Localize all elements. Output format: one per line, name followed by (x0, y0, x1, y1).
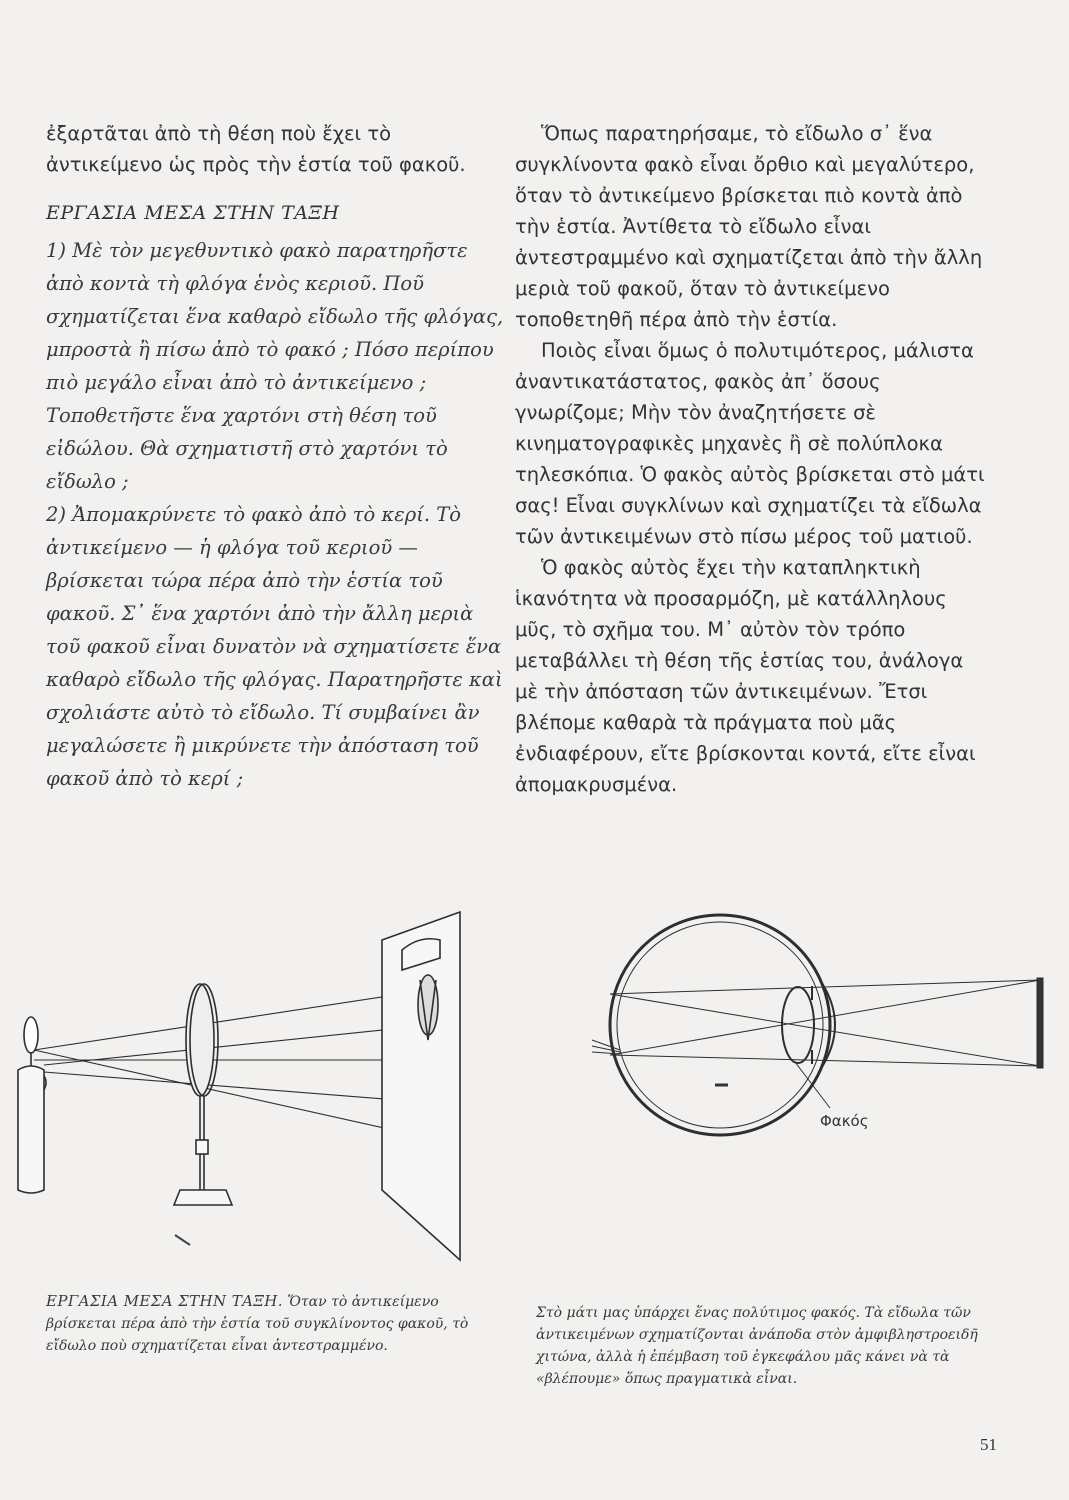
lens-label: Φακός (820, 1112, 869, 1130)
left-caption (46, 1290, 506, 1357)
paragraph-1: Ὅπως παρατηρήσαμε, τὸ εἴδωλο σ᾽ ἕνα συγκλίνοντα φακὸ εἶναι ὄρθιο καὶ μεγαλύτερο, ὅταν τὸ ἀντικείμενο βρίσκεται πιὸ κοντὰ ἀπὸ τὴν ἑστία. Ἀντίθετα τὸ εἴδωλο εἶναι ἀντεστραμμένο καὶ σχηματίζεται ἀπὸ τὴν ἄλλη μεριὰ τοῦ φακοῦ, ὅταν τὸ ἀντικείμενο τοποθετηθῆ πέρα ἀπὸ τὴν ἑστία. (515, 122, 983, 331)
lens-experiment-figure (0, 900, 520, 1280)
paragraph-2: Ποιὸς εἶναι ὅμως ὁ πολυτιμότερος, μάλιστα ἀναντικατάστατος, φακὸς ἀπ᾽ ὅσους γνωρίζομε; Μὴν τὸν ἀναζητήσετε σὲ κινηματογραφικὲς μηχανὲς ἢ σὲ πολύπλοκα τηλεσκόπια. Ὁ φακὸς αὐτὸς βρίσκεται στὸ μάτι σας! Εἶναι συγκλίνων καὶ σχηματίζει τὰ εἴδωλα τῶν ἀντικειμένων στὸ πίσω μέρος τοῦ ματιοῦ. (515, 339, 985, 548)
cornea (820, 980, 835, 1070)
exercise-item-1: 1) Μὲ τὸν μεγεθυντικὸ φακὸ παρατηρῆστε ἀπὸ κοντὰ τὴ φλόγα ἑνὸς κεριοῦ. Ποῦ σχηματίζεται ἕνα καθαρὸ εἴδωλο τῆς φλόγας, μπροστὰ ἢ πίσω ἀπὸ τὸ φακό ; Πόσο περίπου πιὸ μεγάλο εἶναι ἀπὸ τὸ ἀντικείμενο ; Τοποθετῆστε ἕνα χαρτόνι στὴ θέση τοῦ εἰδώλου. Θὰ σχηματιστῆ στὸ χαρτόνι τὸ εἴδωλο ; (46, 239, 504, 493)
left-caption-text: Ὅταν τὸ ἀντικείμενο βρίσκεται πέρα ἀπὸ τὴν ἑστία τοῦ συγκλίνοντος φακοῦ, τὸ εἴδωλο ποὺ σχηματίζεται εἶναι ἀντεστραμμένο. (46, 1294, 469, 1354)
page-number: 51 (980, 1435, 997, 1454)
left-caption-heading: ΕΡΓΑΣΙΑ ΜΕΣΑ ΣΤΗΝ ΤΑΞΗ. (46, 1292, 283, 1310)
right-caption: Στὸ μάτι μας ὑπάρχει ἕνας πολύτιμος φακός. Τὰ εἴδωλα τῶν ἀντικειμένων σχηματίζονται ἀνάποδα στὸν ἀμφιβληστροειδῆ χιτώνα, ἀλλὰ ἡ ἐπέμβαση τοῦ ἐγκεφάλου μᾶς κάνει νὰ τὰ «βλέπουμε» ὅπως πραγματικὰ εἶναι. (536, 1305, 978, 1387)
right-column (515, 118, 990, 800)
left-column (46, 118, 506, 795)
screen-card (382, 912, 460, 1260)
object-pencil (1037, 978, 1043, 1068)
candle-illustration (18, 1017, 46, 1193)
convex-lens (174, 984, 232, 1205)
exercise-item-2: 2) Ἀπομακρύνετε τὸ φακὸ ἀπὸ τὸ κερί. Τὸ ἀντικείμενο — ἡ φλόγα τοῦ κεριοῦ — βρίσκεται τώρα πέρα ἀπὸ τὴν ἑστία τοῦ φακοῦ. Σ᾽ ἕνα χαρτόνι ἀπὸ τὴν ἄλλη μεριὰ τοῦ φακοῦ εἶναι δυνατὸν νὰ σχηματίσετε ἕνα καθαρὸ εἴδωλο τῆς φλόγας. Παρατηρῆστε καὶ σχολιάστε αὐτὸ τὸ εἴδωλο. Τί συμβαίνει ἂν μεγαλώσετε ἢ μικρύνετε τὴν ἀπόσταση τοῦ φακοῦ ἀπὸ τὸ κερί ; (46, 503, 503, 790)
intro-text: ἐξαρτᾶται ἀπὸ τὴ θέση ποὺ ἔχει τὸ ἀντικείμενο ὡς πρὸς τὴν ἑστία τοῦ φακοῦ. (46, 122, 466, 176)
paragraph-3: Ὁ φακὸς αὐτὸς ἔχει τὴν καταπληκτικὴ ἱκανότητα νὰ προσαρμόζη, μὲ κατάλληλους μῦς, τὸ σχῆμα του. Μ᾽ αὐτὸν τὸν τρόπο μεταβάλλει τὴ θέση τῆς ἑστίας του, ἀνάλογα μὲ τὴν ἀπόσταση τῶν ἀντικειμένων. Ἔτσι βλέπομε καθαρὰ τὰ πράγματα ποὺ μᾶς ἐνδιαφέρουν, εἴτε βρίσκονται κοντά, εἴτε εἶναι ἀπομακρυσμένα. (515, 556, 976, 796)
section-heading: ΕΡΓΑΣΙΑ ΜΕΣΑ ΣΤΗΝ ΤΑΞΗ (46, 202, 340, 224)
